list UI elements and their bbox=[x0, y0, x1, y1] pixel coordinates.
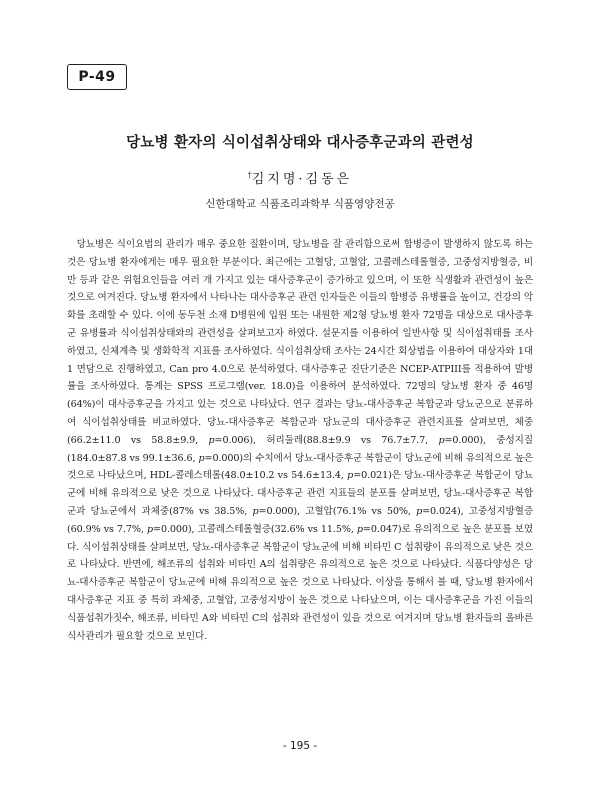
p-value-symbol: p bbox=[356, 523, 363, 535]
page-number: - 195 - bbox=[282, 740, 318, 752]
abstract-text: =0.000), 고혈압(76.1% vs 50%, bbox=[258, 505, 417, 517]
paper-title: 당뇨병 환자의 식이섭취상태와 대사증후군과의 관련성 bbox=[126, 135, 474, 151]
abstract-text: =0.006), 허리둘레(88.8±9.9 vs 76.7±7.7, bbox=[214, 434, 439, 446]
p-value-symbol: p bbox=[416, 505, 423, 517]
p-value-symbol: p bbox=[208, 434, 215, 446]
abstract-text: =0.047)로 유의적으로 높은 분포를 보였다. 식이섭취상태를 살펴보면, 당뇨-대사증후군 복합군이 당뇨군에 비해 비타민 C 섭취량이 유의적으로 낮은 것으로 나타났다. 반면에, 해조류의 섭취와 비타민 A의 섭취량은 유의적으로 높은 것으로 나타났다. 식품다양성은 당뇨-대사증후군 복합군이 당뇨군에 비해 유의적으로 높은 것으로 나타났다. 이상을 통해서 볼 때, 당뇨병 환자에서 대사증후군 지표 중 특히 과체중, 고혈압, 고중성지방이 높은 것으로 나타났으며, 이는 대사증후군을 가진 이들의 식품섭취가짓수, 해조류, 비타민 A와 비타민 C의 섭취와 관련성이 있을 것으로 여겨지며 당뇨병 환자들의 올바른 식사관리가 필요할 것으로 보인다. bbox=[67, 523, 533, 642]
corresponding-author-mark: † bbox=[247, 170, 252, 180]
p-value-symbol: p bbox=[146, 523, 153, 535]
p-value-symbol: p bbox=[198, 452, 205, 464]
p-value-symbol: p bbox=[438, 434, 445, 446]
p-value-symbol: p bbox=[347, 470, 354, 482]
abstract-text: 당뇨병은 식이요법의 관리가 매우 중요한 질환이며, 당뇨병을 잘 관리함으로써 합병증이 발생하지 않도록 하는 것은 당뇨병 환자에게는 매우 필요한 부분이다. 최근에는 고혈당, 고혈압, 고콜레스테롤혈증, 고중성지방혈증, 비만 등과 같은 위험요인들을 여러 개 가지고 있는 대사증후군이 증가하고 있으며, 이 또한 식생활과 관련성이 높은 것으로 여겨진다. 당뇨병 환자에서 나타나는 대사증후군 관련 인자들은 이들의 합병증 유병률을 높이고, 건강의 악화를 초래할 수 있다. 이에 동두천 소재 D병원에 입원 또는 내원한 제2형 당뇨병 환자 72명을 대상으로 대사증후군 유병률과 식이섭취상태와의 관련성을 살펴보고자 하였다. 설문지를 이용하여 일반사항 및 식이섭취태를 조사하였고, 신체계측 및 생화학적 지표를 조사하였다. 식이섭취상태 조사는 24시간 회상법을 이용하여 대상자와 1대1 면담으로 진행하였고, Can pro 4.0으로 분석하였다. 대사증후군 진단기준은 NCEP-ATPIII를 적용하여 발병률을 조사하였다. 통계는 SPSS 프로그램(ver. 18.0)을 이용하여 분석하였다. 72명의 당뇨병 환자 중 46명(64%)이 대사증후군을 가지고 있는 것으로 나타났다. 연구 결과는 당뇨-대사증후군 복합군과 당뇨군으로 분류하여 식이섭취상태를 비교하였다. 당뇨-대사증후군 복합군과 당뇨군의 대사증후군 관련지표를 살펴보면, 체중(66.2±11.0 vs 58.8±9.9, bbox=[67, 239, 533, 446]
poster-id-badge: P-49 bbox=[67, 64, 127, 90]
author-line bbox=[0, 168, 600, 187]
abstract-body bbox=[67, 236, 533, 645]
abstract-text: =0.000), 고콜레스테롤혈증(32.6% vs 11.5%, bbox=[153, 523, 357, 535]
p-value-symbol: p bbox=[252, 505, 259, 517]
abstract-text: =0.000), 중성지질(184.0±87.8 vs 99.1±36.6, bbox=[67, 434, 533, 464]
author-affiliation: 신한대학교 식품조리과학부 식품영양전공 bbox=[205, 198, 395, 210]
author-names: 김지명·김동은 bbox=[251, 172, 353, 187]
abstract-text: =0.021)은 당뇨-대사증후군 복합군이 당뇨군에 비해 유의적으로 낮은 것으로 나타났다. 대사증후군 관련 지표들의 분포를 살펴보면, 당뇨-대사증후군 복합군과 당뇨군에서 과체중(87% vs 38.5%, bbox=[67, 470, 533, 517]
abstract-text: =0.000)의 수치에서 당뇨-대사증후군 복합군이 당뇨군에 비해 유의적으로 높은 것으로 나타났으며, HDL-콜레스테롤(48.0±10.2 vs 54.6±13.4, bbox=[67, 452, 534, 482]
abstract-text: =0.024), 고중성지방혈증(60.9% vs 7.7%, bbox=[67, 505, 533, 535]
